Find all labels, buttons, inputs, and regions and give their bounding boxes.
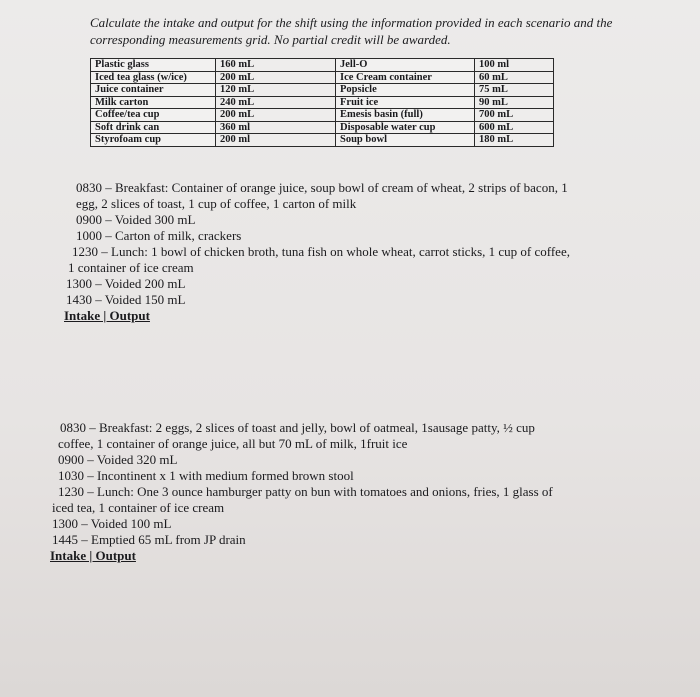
grid-value: 200 mL — [216, 71, 336, 84]
measurements-grid — [90, 58, 554, 147]
grid-item: Jell-O — [336, 59, 475, 72]
grid-item: Plastic glass — [91, 59, 216, 72]
grid-value: 60 mL — [475, 71, 554, 84]
grid-row — [91, 71, 554, 84]
scenario-line: 1030 – Incontinent x 1 with medium formed brown stool — [58, 468, 354, 483]
grid-item: Iced tea glass (w/ice) — [91, 71, 216, 84]
grid-row — [91, 96, 554, 109]
grid-value: 160 mL — [216, 59, 336, 72]
grid-item: Milk carton — [91, 96, 216, 109]
scenario-line: 0830 – Breakfast: Container of orange juice, soup bowl of cream of wheat, 2 strips of bacon, 1 — [76, 180, 568, 195]
scenario-line: egg, 2 slices of toast, 1 cup of coffee, 1 carton of milk — [76, 196, 357, 211]
grid-item: Juice container — [91, 84, 216, 97]
scenario-line: 1 container of ice cream — [68, 260, 194, 275]
scenario-line: iced tea, 1 container of ice cream — [52, 500, 225, 515]
grid-item: Coffee/tea cup — [91, 109, 216, 122]
grid-row — [91, 121, 554, 134]
grid-row — [91, 84, 554, 97]
grid-item: Emesis basin (full) — [336, 109, 475, 122]
scenario-line: 1000 – Carton of milk, crackers — [76, 228, 242, 243]
scenario-line: 1230 – Lunch: 1 bowl of chicken broth, tuna fish on whole wheat, carrot sticks, 1 cup of coffee, — [72, 244, 570, 259]
grid-value: 90 mL — [475, 96, 554, 109]
instructions-text: Calculate the intake and output for the shift using the information provided in each scenario and the corresponding measurements grid. No partial credit will be awarded. — [90, 15, 613, 47]
scenario-line: 0830 – Breakfast: 2 eggs, 2 slices of toast and jelly, bowl of oatmeal, 1sausage patty, ½ cup — [60, 420, 535, 435]
grid-value: 240 mL — [216, 96, 336, 109]
grid-row — [91, 134, 554, 147]
scenario-line: 1430 – Voided 150 mL — [66, 292, 186, 307]
scenario-2 — [50, 420, 553, 564]
grid-item: Styrofoam cup — [91, 134, 216, 147]
grid-value: 360 ml — [216, 121, 336, 134]
grid-item: Disposable water cup — [336, 121, 475, 134]
scenario-line: 0900 – Voided 320 mL — [58, 452, 178, 467]
grid-value: 100 ml — [475, 59, 554, 72]
grid-value: 700 mL — [475, 109, 554, 122]
grid-item: Ice Cream container — [336, 71, 475, 84]
grid-value: 200 ml — [216, 134, 336, 147]
grid-row — [91, 109, 554, 122]
scenario-line: 0900 – Voided 300 mL — [76, 212, 196, 227]
intake-output-label: Intake | Output — [50, 548, 136, 563]
scenario-line: 1300 – Voided 100 mL — [52, 516, 172, 531]
grid-item: Soft drink can — [91, 121, 216, 134]
scenario-line: 1230 – Lunch: One 3 ounce hamburger patty on bun with tomatoes and onions, fries, 1 glass of — [58, 484, 553, 499]
scenario-line: 1300 – Voided 200 mL — [66, 276, 186, 291]
scenario-line: 1445 – Emptied 65 mL from JP drain — [52, 532, 246, 547]
grid-value: 75 mL — [475, 84, 554, 97]
grid-row — [91, 59, 554, 72]
scenario-line: coffee, 1 container of orange juice, all but 70 mL of milk, 1fruit ice — [58, 436, 408, 451]
grid-value: 200 mL — [216, 109, 336, 122]
grid-value: 600 mL — [475, 121, 554, 134]
grid-item: Popsicle — [336, 84, 475, 97]
grid-value: 120 mL — [216, 84, 336, 97]
grid-item: Fruit ice — [336, 96, 475, 109]
scenario-1 — [64, 180, 570, 324]
grid-value: 180 mL — [475, 134, 554, 147]
intake-output-label: Intake | Output — [64, 308, 150, 323]
grid-item: Soup bowl — [336, 134, 475, 147]
